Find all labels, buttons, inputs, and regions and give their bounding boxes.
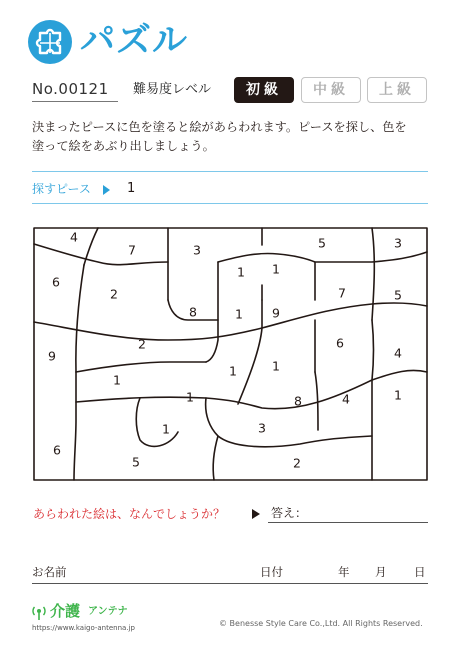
piece-number: 4 [70, 229, 78, 245]
piece-line [76, 370, 427, 408]
piece-number: 1 [272, 261, 280, 277]
piece-number: 9 [272, 305, 280, 321]
piece-number: 2 [138, 336, 146, 352]
piece-line [372, 228, 374, 320]
footer-url[interactable]: https://www.kaigo-antenna.jp [32, 624, 135, 632]
piece-number: 1 [186, 389, 194, 405]
difficulty-label: 難易度レベル [133, 82, 212, 97]
piece-line [34, 303, 427, 340]
instructions-line-1: 決まったピースに色を塗ると絵があらわれます。ピースを探し、色を [32, 120, 407, 134]
piece-line [238, 328, 262, 404]
piece-number: 5 [132, 454, 140, 470]
piece-number: 6 [53, 442, 61, 458]
piece-number: 7 [338, 285, 346, 301]
level-badge-advanced: 上級 [367, 77, 427, 103]
puzzle-number: No.00121 [32, 78, 118, 102]
piece-number: 6 [52, 274, 60, 290]
answer-label: 答え： [271, 506, 308, 520]
piece-number: 1 [235, 306, 243, 322]
piece-number: 1 [229, 363, 237, 379]
piece-number: 3 [193, 242, 201, 258]
footer-brand-sub: アンテナ [88, 606, 128, 617]
piece-number: 5 [394, 287, 402, 303]
piece-number: 5 [318, 235, 326, 251]
find-piece-value: 1 [127, 181, 136, 196]
piece-line [315, 372, 318, 430]
date-label: 日付 [260, 565, 283, 579]
page-title: パズル [80, 21, 189, 61]
piece-number: 2 [293, 455, 301, 471]
footer-brand: 介護 [50, 602, 81, 620]
year-label: 年 [338, 565, 350, 579]
piece-line [76, 362, 206, 372]
month-label: 月 [375, 565, 387, 579]
piece-line [136, 398, 178, 446]
piece-number: 2 [110, 286, 118, 302]
piece-number: 1 [113, 372, 121, 388]
piece-number: 3 [394, 235, 402, 251]
piece-number: 8 [189, 304, 197, 320]
piece-number: 1 [394, 387, 402, 403]
piece-line [213, 436, 218, 480]
piece-line [218, 252, 427, 262]
day-label: 日 [414, 565, 426, 579]
piece-line [372, 320, 374, 380]
question-text: あらわれた絵は、なんでしょうか？ [33, 507, 226, 521]
piece-number: 1 [162, 421, 170, 437]
name-label: お名前 [32, 565, 67, 579]
piece-number: 1 [272, 358, 280, 374]
piece-number: 4 [342, 391, 350, 407]
piece-number: 9 [48, 348, 56, 364]
piece-line [206, 262, 218, 362]
arrow-right-icon [252, 509, 260, 519]
piece-line [76, 265, 84, 372]
piece-number: 3 [258, 420, 266, 436]
copyright: © Benesse Style Care Co.,Ltd. All Rights Reserved. [219, 619, 423, 628]
piece-number: 7 [128, 242, 136, 258]
piece-number: 8 [294, 393, 302, 409]
level-badge-beginner: 初級 [234, 77, 294, 103]
level-badge-intermediate: 中級 [301, 77, 361, 103]
piece-line [74, 372, 76, 480]
name-date-field[interactable] [32, 583, 428, 584]
piece-number: 1 [237, 264, 245, 280]
instructions-line-2: 塗って絵をあぶり出しましょう。 [32, 139, 215, 153]
antenna-icon [30, 603, 48, 621]
answer-field[interactable] [268, 522, 428, 523]
piece-number: 6 [336, 335, 344, 351]
find-piece-label: 探すピース [32, 182, 91, 196]
piece-line [34, 244, 168, 265]
piece-number: 4 [394, 345, 402, 361]
